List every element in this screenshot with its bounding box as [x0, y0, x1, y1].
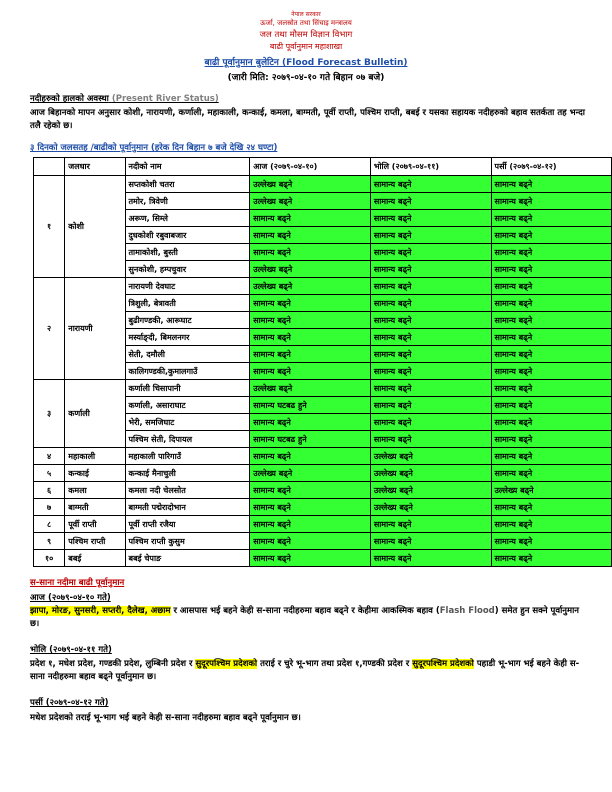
forecast-tomorrow: सामान्य बढ्ने: [370, 261, 491, 278]
station-name: दुधकोशी रबुवाबजार: [125, 227, 250, 244]
dayafter-forecast-text: मधेश प्रदेशको तराई भू-भाग भई बहने केही स-साना नदीहरुमा बहाव बढ्ने पूर्वानुमान छ।: [30, 713, 301, 723]
station-name: कमला नदी चेलसोत: [125, 482, 250, 499]
station-name: भेरी, समजिघाट: [125, 414, 250, 431]
forecast-dayafter: सामान्य बढ्ने: [491, 397, 611, 414]
forecast-today: सामान्य बढ्ने: [250, 312, 371, 329]
basin-name: बाग्मती: [65, 499, 125, 516]
table-row: [34, 278, 612, 295]
forecast-today: सामान्य बढ्ने: [250, 499, 371, 516]
forecast-today: सामान्य बढ्ने: [250, 482, 371, 499]
table-row: [34, 465, 612, 482]
forecast-dayafter: सामान्य बढ्ने: [491, 346, 611, 363]
forecast-dayafter: सामान्य बढ्ने: [491, 516, 611, 533]
station-name: अरूण, सिम्ले: [125, 210, 250, 227]
forecast-tomorrow: सामान्य बढ्ने: [370, 244, 491, 261]
river-status-heading: [30, 93, 219, 104]
forecast-today: उल्लेख्य बढ्ने: [250, 193, 371, 210]
basin-name: पश्चिम राप्ती: [65, 533, 125, 550]
forecast-tomorrow: सामान्य बढ्ने: [370, 329, 491, 346]
forecast-dayafter: सामान्य बढ्ने: [491, 329, 611, 346]
row-number: ६: [34, 482, 65, 499]
forecast-dayafter: सामान्य बढ्ने: [491, 193, 611, 210]
forecast-tomorrow: सामान्य बढ्ने: [370, 176, 491, 193]
station-name: सेती, दमौली: [125, 346, 250, 363]
forecast-table-heading: ३ दिनको जलसतह /बाढीको पूर्वानुमान (हरेक दिन बिहान ७ बजे देखि २४ घण्टा): [30, 143, 278, 153]
forecast-today: सामान्य बढ्ने: [250, 346, 371, 363]
basin-name: कोशी: [65, 176, 125, 278]
today-forecast-text: [30, 605, 586, 631]
table-header-row: [34, 158, 612, 176]
table-row: [34, 482, 612, 499]
forecast-tomorrow: सामान्य बढ्ने: [370, 346, 491, 363]
today-highlight: झापा, मोरङ, सुनसरी, सप्तरी, दैलेख, अछाम: [30, 606, 171, 616]
forecast-today: सामान्य बढ्ने: [250, 329, 371, 346]
forecast-dayafter: सामान्य बढ्ने: [491, 176, 611, 193]
forecast-dayafter: सामान्य बढ्ने: [491, 533, 611, 550]
forecast-tomorrow: सामान्य बढ्ने: [370, 533, 491, 550]
tomorrow-highlight-2: सुदूरपश्चिम प्रदेशको: [412, 659, 474, 669]
basin-name: बबई: [65, 550, 125, 567]
flash-flood-term: Flash Flood: [439, 606, 495, 616]
forecast-tomorrow: सामान्य बढ्ने: [370, 278, 491, 295]
forecast-today: सामान्य बढ्ने: [250, 210, 371, 227]
forecast-table: [33, 157, 612, 567]
forecast-dayafter: सामान्य बढ्ने: [491, 448, 611, 465]
col-header-tomorrow: भोलि (२०७९-०४-११): [370, 158, 491, 176]
forecast-tomorrow: सामान्य बढ्ने: [370, 516, 491, 533]
forecast-tomorrow: सामान्य बढ्ने: [370, 193, 491, 210]
forecast-dayafter: सामान्य बढ्ने: [491, 227, 611, 244]
col-header-dayafter: पर्सी (२०७९-०४-१२): [491, 158, 611, 176]
forecast-dayafter: सामान्य बढ्ने: [491, 244, 611, 261]
today-text: र आसपास भई बहने केही स-साना नदीहरुमा बहाव बढ्ने र केहीमा आकस्मिक बहाव (: [170, 606, 440, 616]
forecast-tomorrow: सामान्य बढ्ने: [370, 312, 491, 329]
forecast-today: सामान्य बढ्ने: [250, 363, 371, 380]
forecast-dayafter: सामान्य बढ्ने: [491, 465, 611, 482]
forecast-tomorrow: उल्लेख्य बढ्ने: [370, 448, 491, 465]
forecast-tomorrow: सामान्य बढ्ने: [370, 431, 491, 448]
today-text-end: ) समेत हुन सक्ने पूर्वानुमान छ।: [30, 606, 579, 629]
tomorrow-text-3: पहाडी भू-भाग भई बहने केही स-साना नदीहरुमा बहाव बढ्ने पूर्वानुमान छ।: [30, 659, 580, 682]
forecast-dayafter: सामान्य बढ्ने: [491, 499, 611, 516]
forecast-today: सामान्य बढ्ने: [250, 550, 371, 567]
tomorrow-text-2: तराई र चुरे भू-भाग तथा प्रदेश १,गण्डकी प्रदेश र: [257, 659, 413, 669]
row-number: ९: [34, 533, 65, 550]
station-name: सुनकोशी, हम्पचुवार: [125, 261, 250, 278]
forecast-today: सामान्य बढ्ने: [250, 533, 371, 550]
forecast-today: सामान्य बढ्ने: [250, 516, 371, 533]
forecast-tomorrow: सामान्य बढ्ने: [370, 295, 491, 312]
tomorrow-forecast-text: [30, 658, 586, 684]
forecast-tomorrow: उल्लेख्य बढ्ने: [370, 482, 491, 499]
forecast-today: उल्लेख्य बढ्ने: [250, 380, 371, 397]
station-name: पश्चिम सेती, दिपायल: [125, 431, 250, 448]
station-name: पश्चिम राप्ती कुसुम: [125, 533, 250, 550]
forecast-today: उल्लेख्य बढ्ने: [250, 261, 371, 278]
station-name: पूर्वी राप्ती रजैया: [125, 516, 250, 533]
station-name: महाकाली पारिगाउँ: [125, 448, 250, 465]
forecast-today: उल्लेख्य बढ्ने: [250, 278, 371, 295]
department-line: जल तथा मौसम विज्ञान विभाग: [259, 30, 353, 40]
ministry-line: ऊर्जा, जलस्रोत तथा सिंचाइ मन्त्रालय: [260, 19, 352, 27]
row-number: १: [34, 176, 65, 278]
table-row: [34, 176, 612, 193]
issued-date: (जारी मिति: २०७९-०४-१० गते बिहान ०७ बजे): [227, 73, 385, 83]
row-number: ८: [34, 516, 65, 533]
station-name: तमोर, त्रिवेणी: [125, 193, 250, 210]
tomorrow-text-1: प्रदेश १, मधेश प्रदेश, गण्डकी प्रदेश, लुम्बिनी प्रदेश र: [30, 659, 196, 669]
station-name: नारायणी देवघाट: [125, 278, 250, 295]
forecast-dayafter: सामान्य बढ्ने: [491, 380, 611, 397]
forecast-today: सामान्य बढ्ने: [250, 227, 371, 244]
dayafter-label: पर्सी (२०७९-०४-१२ गते): [30, 698, 109, 708]
station-name: कालिगण्डकी,कुमालगाउँ: [125, 363, 250, 380]
col-header-basin: जलधार: [65, 158, 125, 176]
forecast-today: सामान्य घटबढ हुने: [250, 397, 371, 414]
govt-line: नेपाल सरकार: [291, 11, 321, 18]
forecast-today: उल्लेख्य बढ्ने: [250, 176, 371, 193]
river-status-heading-np: नदीहरुको हालको अवस्था: [30, 94, 109, 104]
basin-name: कन्काई: [65, 465, 125, 482]
row-number: २: [34, 278, 65, 380]
forecast-today: सामान्य घटबढ हुने: [250, 431, 371, 448]
station-name: सप्तकोशी चतरा: [125, 176, 250, 193]
forecast-tomorrow: उल्लेख्य बढ्ने: [370, 465, 491, 482]
forecast-tomorrow: सामान्य बढ्ने: [370, 363, 491, 380]
basin-name: पूर्वी राप्ती: [65, 516, 125, 533]
row-number: १०: [34, 550, 65, 567]
forecast-dayafter: सामान्य बढ्ने: [491, 312, 611, 329]
river-status-heading-en: (Present River Status): [111, 94, 219, 104]
forecast-dayafter: सामान्य बढ्ने: [491, 363, 611, 380]
forecast-dayafter: सामान्य बढ्ने: [491, 261, 611, 278]
col-header-station: नदीको नाम: [125, 158, 250, 176]
station-name: तामाकोशी, बुस्ती: [125, 244, 250, 261]
forecast-tomorrow: सामान्य बढ्ने: [370, 380, 491, 397]
bulletin-title: बाढी पूर्वानुमान बुलेटिन (Flood Forecast Bulletin): [204, 58, 408, 68]
basin-name: कर्णाली: [65, 380, 125, 448]
station-name: मर्स्याङ्दी, बिमलनगर: [125, 329, 250, 346]
forecast-today: सामान्य बढ्ने: [250, 414, 371, 431]
forecast-dayafter: उल्लेख्य बढ्ने: [491, 482, 611, 499]
station-name: बाग्मती पद्मेरादोभान: [125, 499, 250, 516]
forecast-tomorrow: सामान्य बढ्ने: [370, 414, 491, 431]
basin-name: महाकाली: [65, 448, 125, 465]
station-name: बबई चेपाङ: [125, 550, 250, 567]
today-label: आज (२०७९-०४-१० गते): [30, 593, 111, 603]
forecast-dayafter: सामान्य बढ्ने: [491, 414, 611, 431]
table-row: [34, 448, 612, 465]
row-number: ७: [34, 499, 65, 516]
forecast-dayafter: सामान्य बढ्ने: [491, 431, 611, 448]
forecast-table-body: [34, 176, 612, 567]
forecast-tomorrow: उल्लेख्य बढ्ने: [370, 499, 491, 516]
forecast-tomorrow: सामान्य बढ्ने: [370, 550, 491, 567]
basin-name: कमला: [65, 482, 125, 499]
row-number: ४: [34, 448, 65, 465]
division-line: बाढी पूर्वानुमान महाशाखा: [269, 42, 343, 51]
station-name: त्रिशुली, बेत्रावती: [125, 295, 250, 312]
row-number: ५: [34, 465, 65, 482]
tomorrow-label: भोलि (२०७९-०४-११ गते): [30, 645, 112, 655]
station-name: कर्णाली चिसापानी: [125, 380, 250, 397]
forecast-tomorrow: सामान्य बढ्ने: [370, 227, 491, 244]
forecast-tomorrow: सामान्य बढ्ने: [370, 397, 491, 414]
station-name: बुढीगण्डकी, आरूघाट: [125, 312, 250, 329]
station-name: कर्णाली, असाराघाट: [125, 397, 250, 414]
table-row: [34, 550, 612, 567]
tomorrow-highlight-1: सुदूरपश्चिम प्रदेशको: [195, 659, 258, 669]
river-status-text: आज बिहानको मापन अनुसार कोशी, नारायणी, कर्णाली, महाकाली, कन्काई, कमला, बाग्मती, पूर्वी राप्ती, पश्चिम राप्ती, बबई र यसका सहायक नदीहरुको बहाव सतर्कता तह भन्दा तलै रहेको छ।: [30, 108, 585, 131]
table-row: [34, 533, 612, 550]
forecast-today: सामान्य बढ्ने: [250, 448, 371, 465]
col-header-num: [34, 158, 65, 176]
forecast-dayafter: सामान्य बढ्ने: [491, 550, 611, 567]
forecast-dayafter: सामान्य बढ्ने: [491, 295, 611, 312]
basin-name: नारायणी: [65, 278, 125, 380]
table-row: [34, 380, 612, 397]
col-header-today: आज (२०७९-०४-१०): [250, 158, 371, 176]
forecast-today: सामान्य बढ्ने: [250, 244, 371, 261]
row-number: ३: [34, 380, 65, 448]
forecast-dayafter: सामान्य बढ्ने: [491, 278, 611, 295]
table-row: [34, 516, 612, 533]
forecast-tomorrow: सामान्य बढ्ने: [370, 210, 491, 227]
table-row: [34, 499, 612, 516]
forecast-dayafter: सामान्य बढ्ने: [491, 210, 611, 227]
forecast-today: सामान्य बढ्ने: [250, 295, 371, 312]
station-name: कन्काई मैनाचुली: [125, 465, 250, 482]
small-rivers-heading: स-साना नदीमा बाढी पूर्वानुमान: [30, 578, 125, 588]
forecast-today: उल्लेख्य बढ्ने: [250, 465, 371, 482]
